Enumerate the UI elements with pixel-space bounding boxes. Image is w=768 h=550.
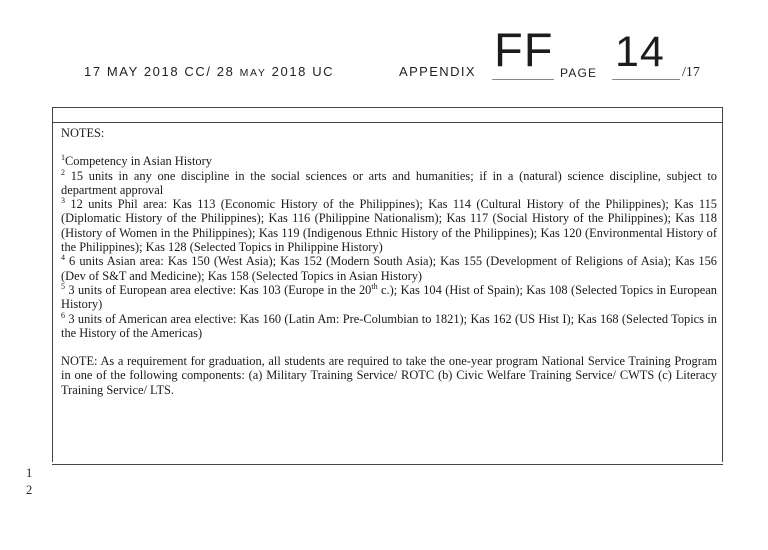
page-label: PAGE	[560, 66, 598, 80]
note-marker: 4	[61, 253, 65, 263]
note-5: $^5$ 3 units of European area elective: Kas 103 (Europe in the 20th c.); Kas 104 (Hist of Spain); Kas 108 (Selected Topics in European History)	[61, 281, 717, 312]
nstp-requirement-note: NOTE: As a requirement for graduation, all students are required to take the one-year program National Service Training Program in one of the following components: (a) Military Training Service/ ROTC (b) Civic Welfare Training Service/ CWTS (c) Literacy Training Service/ LTS.	[61, 354, 717, 397]
notes-top-rule	[53, 122, 722, 123]
appendix-underline	[492, 79, 554, 80]
page-header	[0, 0, 768, 100]
note-6: $^6$ 3 units of American area elective: Kas 160 (Latin Am: Pre-Columbian to 1821); Kas 162 (US Hist I); Kas 168 (Selected Topics in the History of the Americas)	[61, 310, 717, 340]
page-total: /17	[682, 65, 700, 80]
page-underline	[612, 79, 680, 80]
note-1: $^1$Competency in Asian History	[61, 153, 212, 169]
page-number: 14	[615, 28, 665, 76]
notes-box	[52, 107, 723, 462]
note-marker: 3	[61, 196, 65, 206]
note-marker: 2	[61, 167, 65, 177]
line-number-1: 1	[26, 466, 33, 480]
note-3: $^3$ 12 units Phil area: Kas 113 (Economic History of the Philippines); Kas 114 (Cultural History of the Philippines); Kas 115 (Diplomatic History of the Philippines); Kas 116 (Philippine Nationalism); Kas 117 (Social History of the Philippines); Kas 118 (History of Women in the Philippines); Kas 119 (Indigenous Ethnic History of the Philippines); Kas 120 (Environmental History of the Philippines); Kas 128 (Selected Topics in Philippine History)	[61, 196, 717, 255]
notes-title: NOTES:	[61, 126, 105, 140]
note-marker: 6	[61, 310, 65, 320]
approval-dates: 17 MAY 2018 CC/ 28 MAY 2018 UC	[84, 64, 335, 79]
line-number-2: 2	[26, 483, 33, 497]
note-2: $^2$ 15 units in any one discipline in the social sciences or arts and humanities; if in a (natural) science discipline, subject to department approval	[61, 167, 717, 197]
note-marker: 1	[61, 153, 65, 163]
appendix-value: FF	[494, 23, 554, 76]
note-4: $^4$ 6 units Asian area: Kas 150 (West Asia); Kas 152 (Modern South Asia); Kas 155 (Development of Religions of Asia); Kas 156 (Dev of S&T and Medicine); Kas 158 (Selected Topics in Asian History)	[61, 253, 717, 283]
notes-content	[61, 126, 717, 397]
note-marker: 5	[61, 281, 65, 291]
notes-bottom-rule	[52, 464, 723, 465]
appendix-label: APPENDIX	[399, 64, 476, 79]
